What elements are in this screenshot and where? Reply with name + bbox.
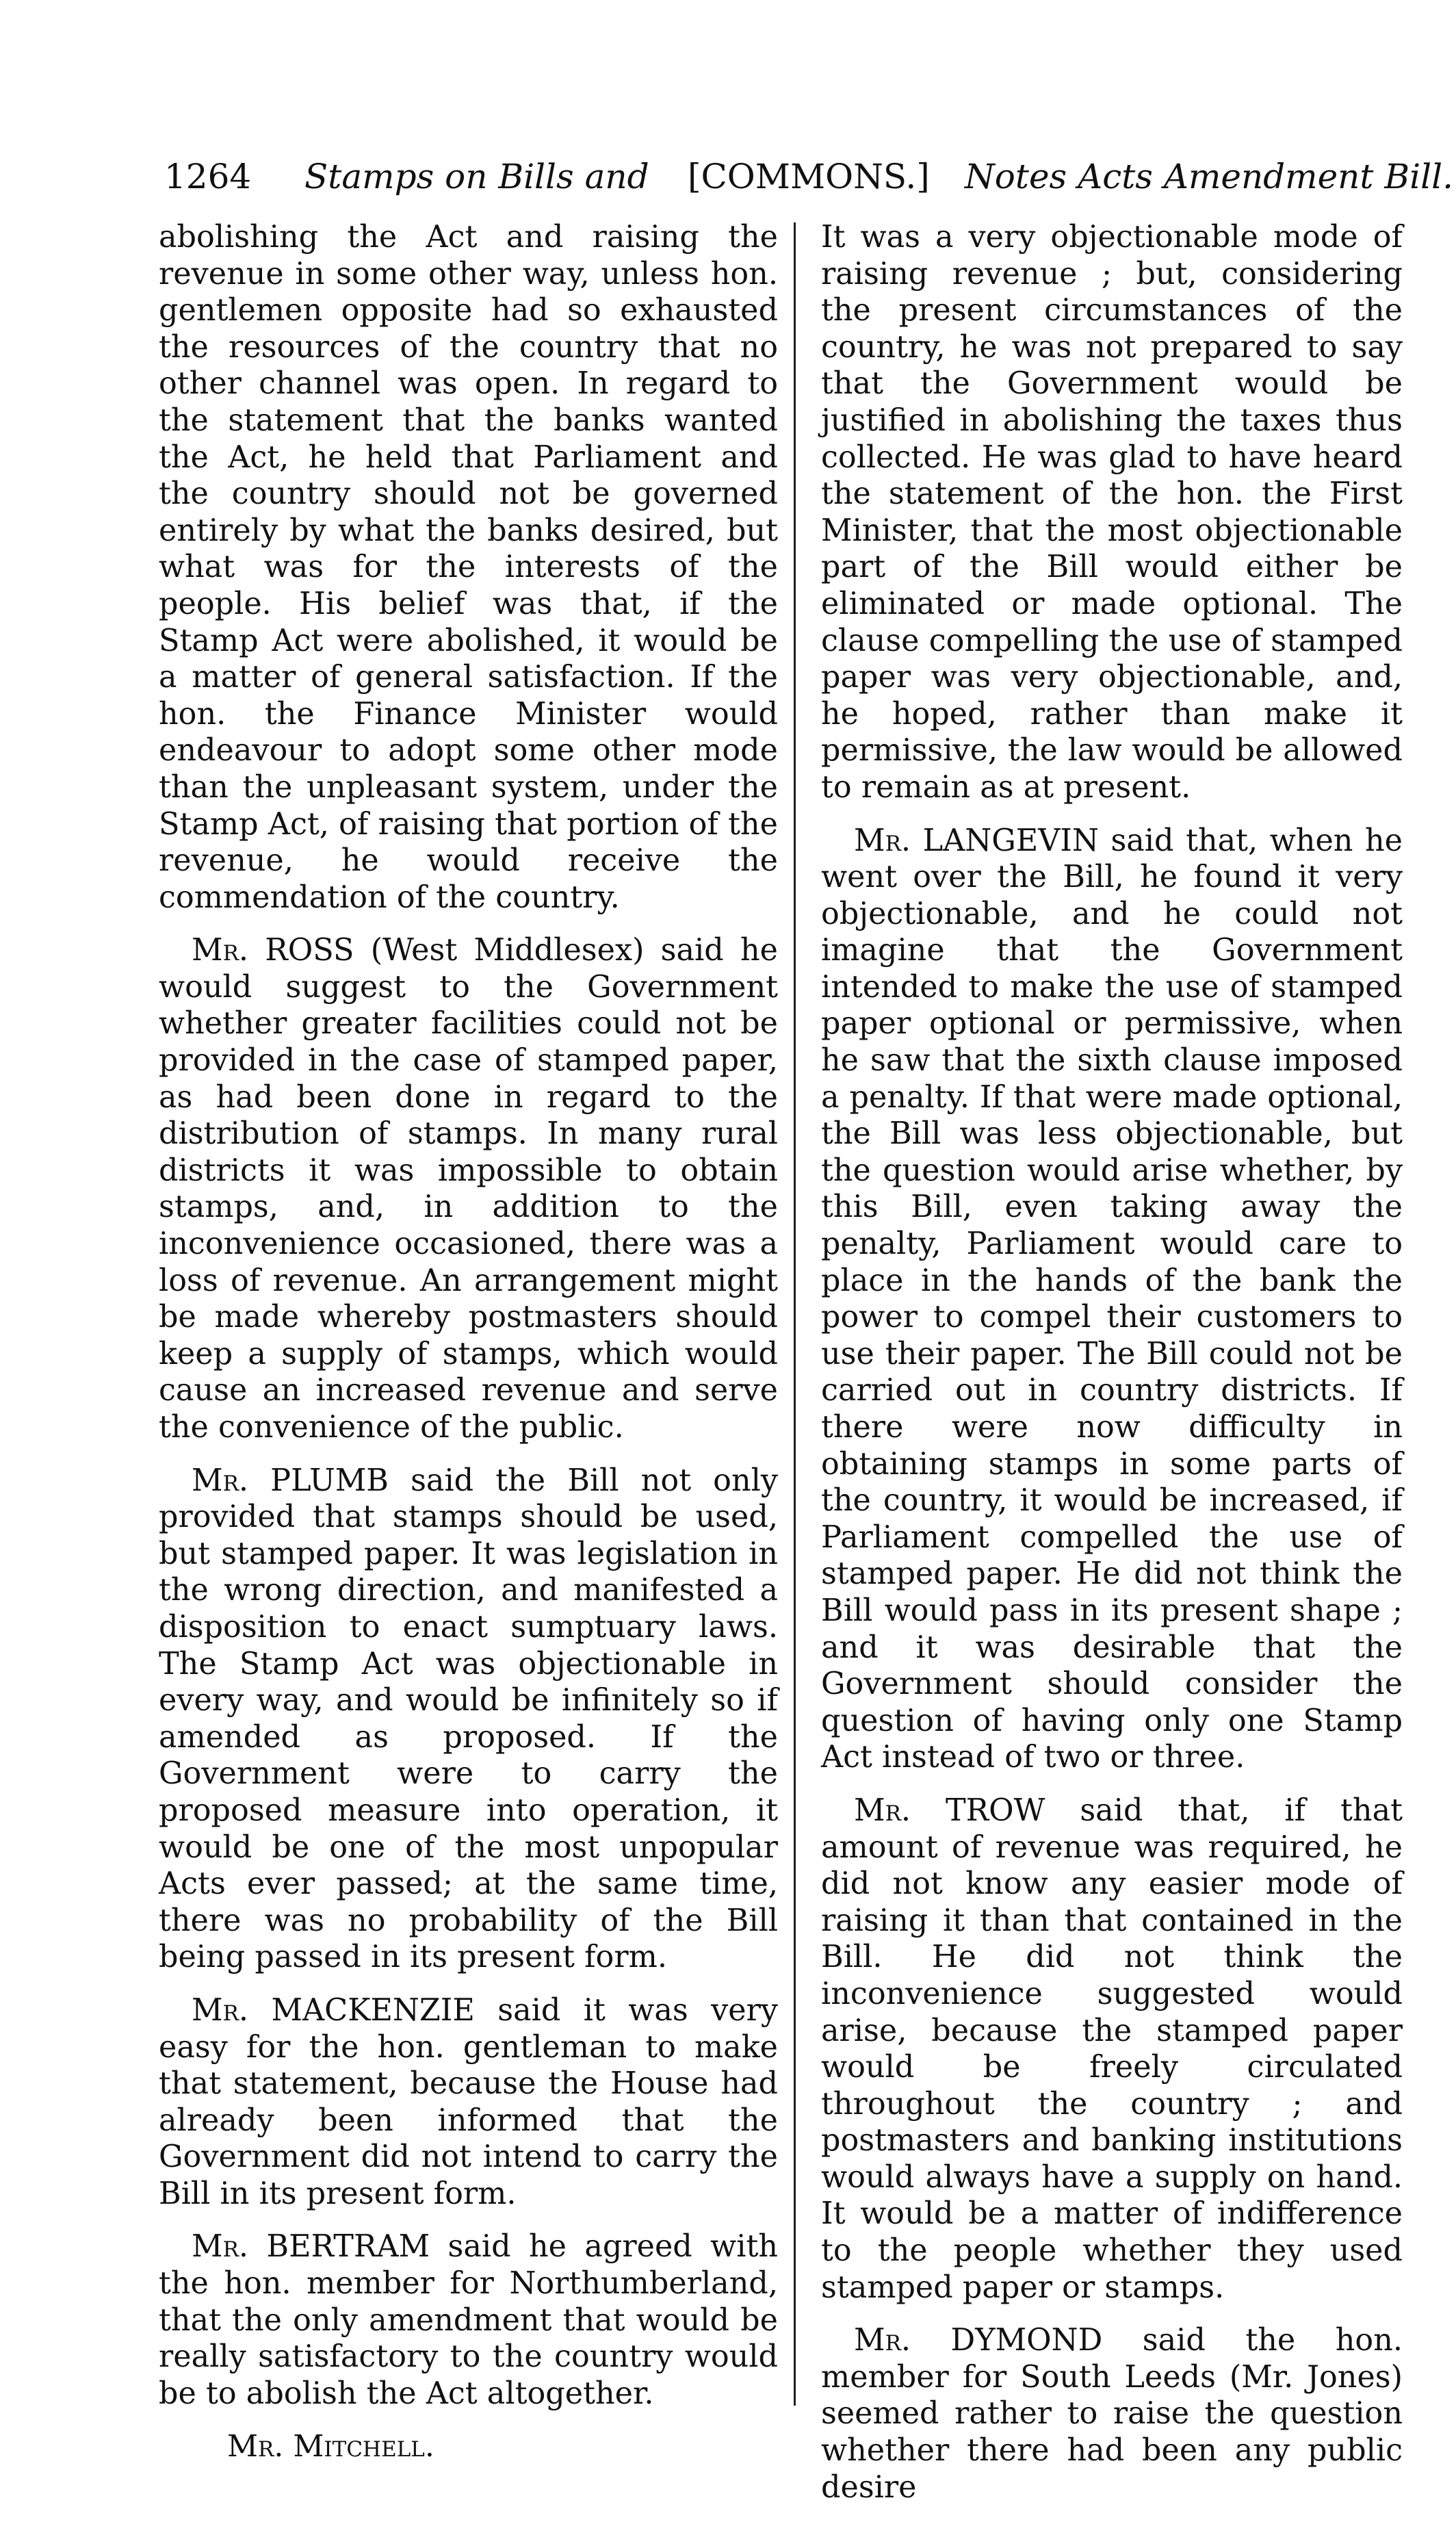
speaker-name: Mr. DYMOND [854,2323,1103,2358]
speaker-name: Mr. ROSS [192,933,354,968]
speech-paragraph [821,823,1403,1776]
speaker-name: Mr. LANGEVIN [854,823,1099,858]
speech-text: (West Middlesex) said he would suggest to the Government whether greater facilities could not be provided in the case of stamped paper, as had been done in regard to the distribution of stamps. In many rural districts it was impossible to obtain stamps, and, in addition to the inconvenience occasioned, there was a loss of revenue. An arrangement might be made whereby postmasters should keep a supply of stamps, which would cause an increased revenue and serve the convenience of the public. [159,933,778,1445]
running-title-center: [COMMONS.] [688,157,930,196]
page-header [164,149,1453,204]
speaker-name: Mr. PLUMB [192,1463,389,1498]
speech-paragraph [821,2322,1403,2506]
left-column [159,219,778,2465]
next-speaker-catchword: Mr. Mitchell. [227,2429,434,2465]
speaker-name: Mr. TROW [854,1792,1045,1828]
speech-paragraph [821,1792,1403,2306]
speech-paragraph [159,932,778,1445]
speech-text: said the Bill not only provided that stamps should be used, but stamped paper. It was legislation in the wrong direction, and manifested a disposition to enact sumptuary laws. The Stamp Act was objectionable in every way, and would be infinitely so if amended as proposed. If the Government were to carry the proposed measure into operation, it would be one of the most unpopular Acts ever passed; at the same time, there was no probability of the Bill being passed in its present form. [159,1463,778,1975]
running-title-left: Stamps on Bills and [304,157,649,196]
speaker-name: Mr. MACKENZIE [192,1992,475,2028]
running-title-right: Notes Acts Amendment Bill. [965,157,1453,196]
paragraph-text: It was a very objectionable mode of raising revenue ; but, considering the present circumstances of the country, he was not prepared to say that the Government would be justified in abolishing the taxes thus collected. He was glad to have heard the statement of the hon. the First Minister, that the most objectionable part of the Bill would either be eliminated or made optional. The clause compelling the use of stamped paper was very objectionable, and, he hoped, rather than make it permissive, the law would be allowed to remain as at present. [821,220,1403,805]
paragraph [159,219,778,916]
paragraph-text: abolishing the Act and raising the revenue in some other way, unless hon. gentlemen opposite had so exhausted the resources of the country that no other channel was open. In regard to the statement that the banks wanted the Act, he held that Parliament and the country should not be governed entirely by what the banks desired, but what was for the interests of the people. His belief was that, if the Stamp Act were abolished, it would be a matter of general satisfaction. If the hon. the Finance Minister would endeavour to adopt some other mode than the unpleasant system, under the Stamp Act, of raising that portion of the revenue, he would receive the commendation of the country. [159,220,778,915]
speech-text: said that, when he went over the Bill, he found it very objectionable, and he could not imagine that the Government intended to make the use of stamped paper optional or permissive, when he saw that the sixth clause imposed a penalty. If that were made optional, the Bill was less objectionable, but the question would arise whether, by this Bill, even taking away the penalty, Parliament would care to place in the hands of the bank the power to compel their customers to use their paper. The Bill could not be carried out in country districts. If there were now difficulty in obtaining stamps in some parts of the country, it would be increased, if Parliament compelled the use of stamped paper. He did not think the Bill would pass in its present shape ; and it was desirable that the Government should consider the question of having only one Stamp Act instead of two or three. [821,823,1403,1775]
speech-text: said he agreed with the hon. member for Northumberland, that the only amendment that would be really satisfactory to the country would be to abolish the Act altogether. [159,2229,778,2411]
speech-text: said it was very easy for the hon. gentleman to make that statement, because the House had already been informed that the Government did not intend to carry the Bill in its present form. [159,1992,778,2211]
paragraph [821,219,1403,806]
page-number: 1264 [164,157,252,196]
speech-paragraph [159,1992,778,2213]
speech-text: said that, if that amount of revenue was required, he did not know any easier mode of raising it than that contained in the Bill. He did not think the inconvenience suggested would arise, because the stamped paper would be freely circulated throughout the country ; and postmasters and banking institutions would always have a supply on hand. It would be a matter of indifference to the people whether they used stamped paper or stamps. [821,1792,1403,2305]
speech-text: said the hon. member for South Leeds (Mr. Jones) seemed rather to raise the question whether there had been any public desire [821,2323,1403,2505]
right-column [821,219,1403,2522]
speech-paragraph [159,2228,778,2412]
speech-paragraph [159,1463,778,1976]
column-divider [794,222,796,2406]
speaker-name: Mr. BERTRAM [192,2229,430,2265]
